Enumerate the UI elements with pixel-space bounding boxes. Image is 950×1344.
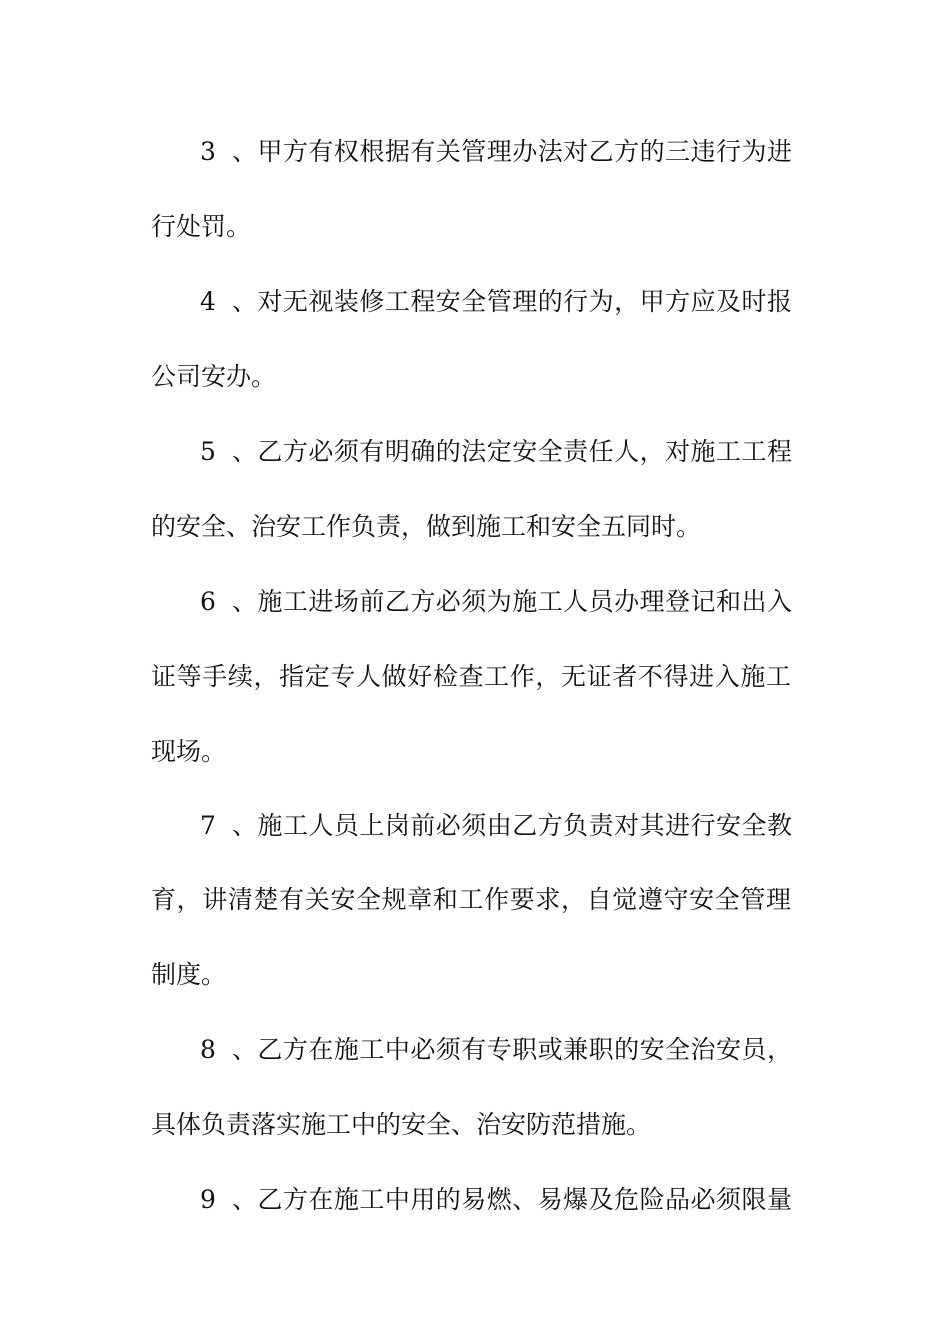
clause-7-number: 7、 <box>200 811 257 840</box>
clause-9-number: 9、 <box>200 1185 257 1214</box>
clause-3-number: 3、 <box>200 137 257 166</box>
clause-7-continuation-2: 制度。 <box>151 960 227 989</box>
clause-7-first-line <box>200 806 792 846</box>
clause-6-continuation: 证等手续，指定专人做好检查工作，无证者不得进入施工 <box>151 662 791 691</box>
clause-4-number: 4、 <box>200 287 257 316</box>
clause-4-continuation: 公司安办。 <box>151 362 277 391</box>
clause-7-continuation: 育，讲清楚有关安全规章和工作要求，自觉遵守安全管理 <box>151 885 791 914</box>
clause-3-continuation: 行处罚。 <box>151 212 252 241</box>
clause-4-first-line <box>200 282 792 322</box>
clause-4-text: 对无视装修工程安全管理的行为，甲方应及时报 <box>257 287 792 316</box>
clause-5-continuation: 的安全、治安工作负责，做到施工和安全五同时。 <box>151 512 702 541</box>
clause-8-first-line <box>200 1030 792 1070</box>
clause-6-first-line <box>200 582 792 622</box>
clause-8-number: 8、 <box>200 1035 257 1064</box>
clause-8-continuation: 具体负责落实施工中的安全、治安防范措施。 <box>151 1110 652 1139</box>
clause-6-number: 6、 <box>200 587 257 616</box>
clause-3-first-line <box>200 132 792 172</box>
clause-6-continuation-2: 现场。 <box>151 737 227 766</box>
clause-9-text: 乙方在施工中用的易燃、易爆及危险品必须限量 <box>257 1185 792 1214</box>
clause-9-first-line <box>200 1180 792 1220</box>
clause-7-text: 施工人员上岗前必须由乙方负责对其进行安全教 <box>257 811 792 840</box>
clause-6-text: 施工进场前乙方必须为施工人员办理登记和出入 <box>257 587 792 616</box>
clause-3-text: 甲方有权根据有关管理办法对乙方的三违行为进 <box>257 137 792 166</box>
clause-8-text: 乙方在施工中必须有专职或兼职的安全治安员， <box>257 1035 792 1064</box>
clause-5-first-line <box>200 432 792 472</box>
clause-5-number: 5、 <box>200 437 257 466</box>
clause-5-text: 乙方必须有明确的法定安全责任人，对施工工程 <box>257 437 792 466</box>
